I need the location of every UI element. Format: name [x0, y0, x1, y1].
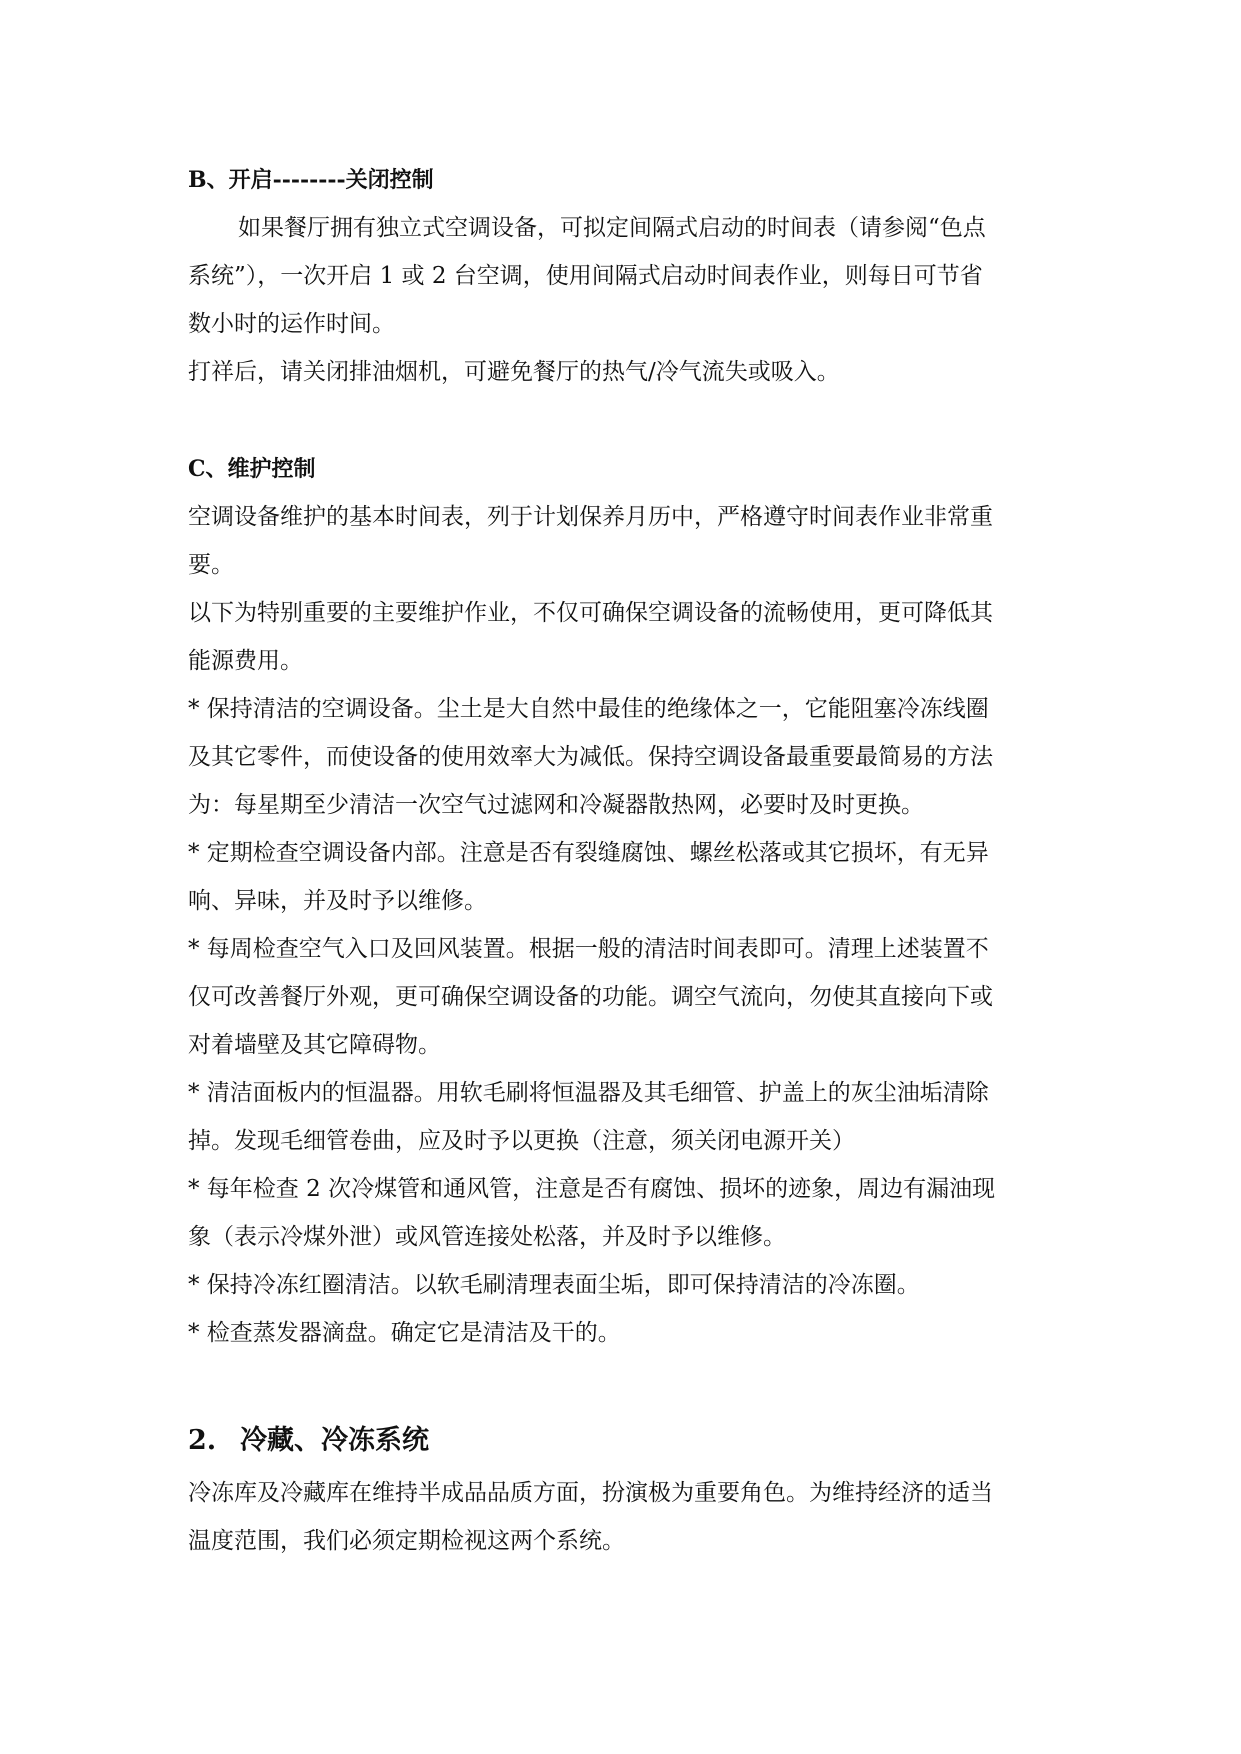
section-c-bullet-line: * 保持冷冻红圈清洁。以软毛刷清理表面尘垢，即可保持清洁的冷冻圈。 — [188, 1272, 920, 1298]
section-spacer — [188, 396, 1054, 445]
section-2-title: 冷藏、冷冻系统 — [240, 1425, 429, 1456]
section-c-bullet-line: * 定期检查空调设备内部。注意是否有裂缝腐蚀、螺丝松落或其它损坏，有无异 — [188, 840, 989, 866]
section-b-line: 系统”），一次开启 1 或 2 台空调，使用间隔式启动时间表作业，则每日可节省 — [188, 263, 983, 289]
section-b-line: 数小时的运作时间。 — [188, 311, 395, 337]
section-c-bullet-line: * 检查蒸发器滴盘。确定它是清洁及干的。 — [188, 1320, 621, 1346]
section-c-bullet-line: 象（表示冷煤外泄）或风管连接处松落，并及时予以维修。 — [188, 1224, 786, 1250]
section-c-bullet-line: * 清洁面板内的恒温器。用软毛刷将恒温器及其毛细管、护盖上的灰尘油垢清除 — [188, 1080, 989, 1106]
section-c-line: 空调设备维护的基本时间表，列于计划保养月历中，严格遵守时间表作业非常重 — [188, 504, 993, 530]
section-c-line: 要。 — [188, 552, 234, 578]
section-2-number: 2. — [188, 1425, 217, 1456]
section-b-line: 如果餐厅拥有独立式空调设备，可拟定间隔式启动的时间表（请参阅“色点 — [238, 215, 986, 241]
section-c-bullet-line: 掉。发现毛细管卷曲，应及时予以更换（注意，须关闭电源开关） — [188, 1128, 855, 1154]
document-body — [188, 156, 1054, 1565]
section-c-line: 能源费用。 — [188, 648, 303, 674]
section-c-bullet-line: 仅可改善餐厅外观，更可确保空调设备的功能。调空气流向，勿使其直接向下或 — [188, 984, 993, 1010]
section-c-line: 以下为特别重要的主要维护作业，不仅可确保空调设备的流畅使用，更可降低其 — [188, 600, 993, 626]
section-c-bullet-line: 及其它零件，而使设备的使用效率大为减低。保持空调设备最重要最简易的方法 — [188, 744, 993, 770]
section-c-bullet-line: * 每年检查 2 次冷煤管和通风管，注意是否有腐蚀、损坏的迹象，周边有漏油现 — [188, 1176, 996, 1202]
section-c-heading: C、维护控制 — [188, 456, 316, 482]
section-2-line: 冷冻库及冷藏库在维持半成品品质方面，扮演极为重要角色。为维持经济的适当 — [188, 1480, 993, 1506]
section-c-bullet-line: 对着墙壁及其它障碍物。 — [188, 1032, 441, 1058]
section-c-bullet-line: * 保持清洁的空调设备。尘土是大自然中最佳的绝缘体之一，它能阻塞冷冻线圈 — [188, 696, 989, 722]
section-spacer — [188, 1357, 1054, 1413]
section-c-bullet-line: 为：每星期至少清洁一次空气过滤网和冷凝器散热网，必要时及时更换。 — [188, 792, 924, 818]
section-b-heading: B、开启--------关闭控制 — [188, 167, 434, 193]
section-c-bullet-line: 响、异味，并及时予以维修。 — [188, 888, 487, 914]
section-2-heading — [188, 1413, 1054, 1469]
section-2-line: 温度范围，我们必须定期检视这两个系统。 — [188, 1528, 625, 1554]
section-b-line: 打祥后，请关闭排油烟机，可避免餐厅的热气/冷气流失或吸入。 — [188, 359, 840, 385]
section-c-bullet-line: * 每周检查空气入口及回风装置。根据一般的清洁时间表即可。清理上述装置不 — [188, 936, 989, 962]
